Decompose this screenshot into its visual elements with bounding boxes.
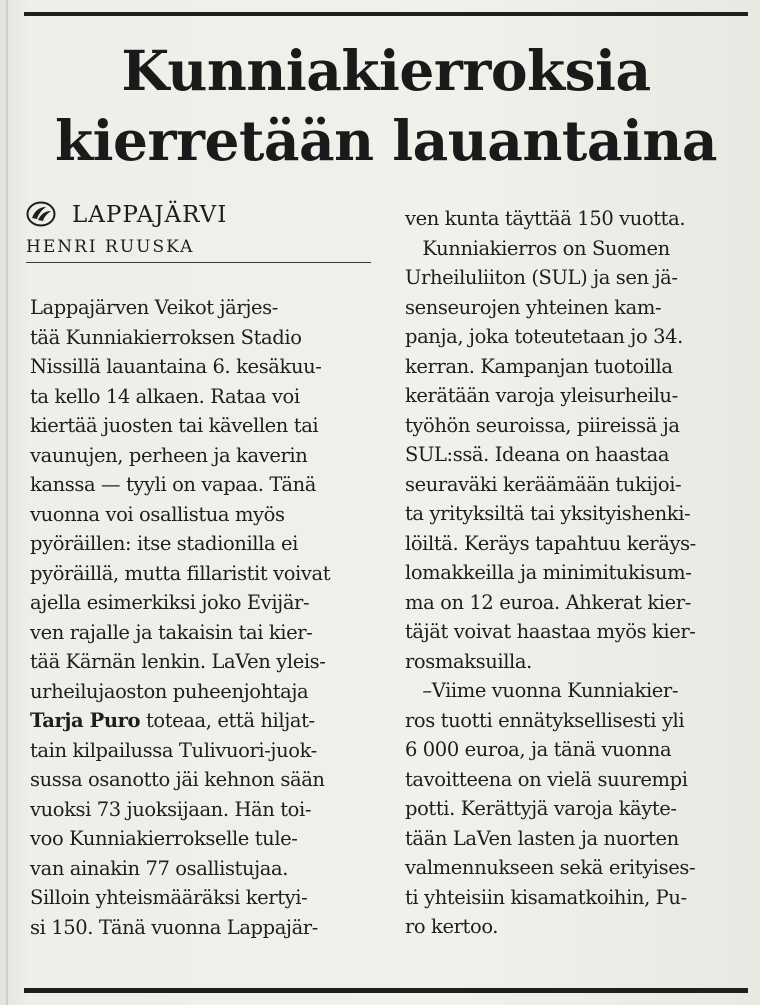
text-line: voo Kunniakierrokselle tule- — [30, 827, 298, 850]
text-line: kerätään varoja yleisurheilu- — [405, 384, 678, 407]
text-line: ajella esimerkiksi joko Evijär- — [30, 591, 310, 614]
text-line: –Viime vuonna Kunniakier- — [405, 679, 679, 702]
text-line: kiertää juosten tai kävellen tai — [30, 414, 319, 437]
byline-rule — [26, 262, 371, 263]
author-name: HENRI RUUSKA — [26, 237, 195, 257]
text-line: Urheiluliiton (SUL) ja sen jä- — [405, 266, 678, 289]
text-line: tään LaVen lasten ja nuorten — [405, 826, 679, 850]
text-line: ven rajalle ja takaisin tai kier- — [30, 620, 313, 644]
text-line: si 150. Tänä vuonna Lappajär- — [30, 915, 318, 939]
text-line: ta kello 14 alkaen. Rataa voi — [30, 384, 300, 408]
text-line: kerran. Kampanjan tuotoilla — [405, 354, 673, 378]
text-line: kanssa — tyyli on vapaa. Tänä — [30, 473, 317, 496]
text-line: seuraväki keräämään tukijoi- — [405, 472, 682, 496]
text-line: rosmaksuilla. — [405, 649, 532, 673]
text-line: lomakkeilla ja minimitukisum- — [405, 561, 692, 584]
text-line: pyöräillen: itse stadionilla ei — [30, 532, 298, 555]
person-name: Tarja Puro — [30, 709, 141, 732]
text-line: tain kilpailussa Tulivuori-juok- — [30, 738, 317, 762]
text-line: täjät voivat haastaa myös kier- — [405, 620, 696, 643]
newspaper-logo-icon — [26, 201, 56, 227]
bottom-rule — [24, 988, 748, 993]
text-line: Silloin yhteismääräksi kertyi- — [30, 886, 308, 909]
text-line: Nissillä lauantaina 6. kesäkuu- — [30, 355, 322, 378]
location-label: LAPPAJÄRVI — [72, 202, 228, 228]
article-right-column — [405, 204, 745, 942]
headline — [24, 36, 748, 176]
text-fragment: toteaa, että hiljat- — [140, 709, 315, 732]
headline-line-2: kierretään lauantaina — [55, 108, 717, 173]
text-line-with-name — [30, 706, 375, 736]
article-left-column — [30, 293, 375, 942]
text-line: työhön seuroissa, piireissä ja — [405, 413, 680, 437]
text-line: Kunniakierros on Suomen — [405, 236, 670, 260]
text-line: ros tuotti ennätyksellisesti yli — [405, 708, 685, 732]
page-edge-shadow — [6, 0, 8, 1005]
text-line: 6 000 euroa, ja tänä vuonna — [405, 738, 672, 761]
byline-location-row — [26, 198, 371, 232]
text-line: ta yrityksiltä tai yksityishenki- — [405, 502, 691, 525]
text-line: ma on 12 euroa. Ahkerat kier- — [405, 590, 691, 614]
text-line: van ainakin 77 osallistujaa. — [30, 856, 289, 880]
text-line: potti. Kerättyjä varoja käyte- — [405, 797, 677, 820]
text-line: ro kertoo. — [405, 915, 499, 938]
text-line: panja, joka toteutetaan jo 34. — [405, 325, 683, 348]
text-line: tää Kärnän lenkin. LaVen yleis- — [30, 650, 326, 673]
text-line: sussa osanotto jäi kehnon sään — [30, 768, 325, 791]
text-line: urheilujaoston puheenjohtaja — [30, 679, 309, 703]
text-line: pyöräillä, mutta fillaristit voivat — [30, 561, 331, 585]
text-line: vaunujen, perheen ja kaverin — [30, 443, 308, 467]
text-line: vuonna voi osallistua myös — [30, 502, 285, 526]
text-line: ven kunta täyttää 150 vuotta. — [405, 207, 686, 230]
text-line: valmennukseen sekä erityises- — [405, 856, 696, 879]
text-line: senseurojen yhteinen kam- — [405, 295, 662, 319]
text-line: vuoksi 73 juoksijaan. Hän toi- — [30, 797, 312, 821]
text-line: tää Kunniakierroksen Stadio — [30, 325, 302, 349]
text-line: tavoitteena on vielä suurempi — [405, 767, 688, 791]
text-line: löiltä. Keräys tapahtuu keräys- — [405, 531, 696, 555]
top-rule — [24, 12, 748, 16]
text-line: SUL:ssä. Ideana on haastaa — [405, 443, 670, 466]
text-line: Lappajärven Veikot järjes- — [30, 296, 278, 319]
text-line: ti yhteisiin kisamatkoihin, Pu- — [405, 885, 687, 909]
headline-line-1: Kunniakierroksia — [121, 38, 651, 103]
